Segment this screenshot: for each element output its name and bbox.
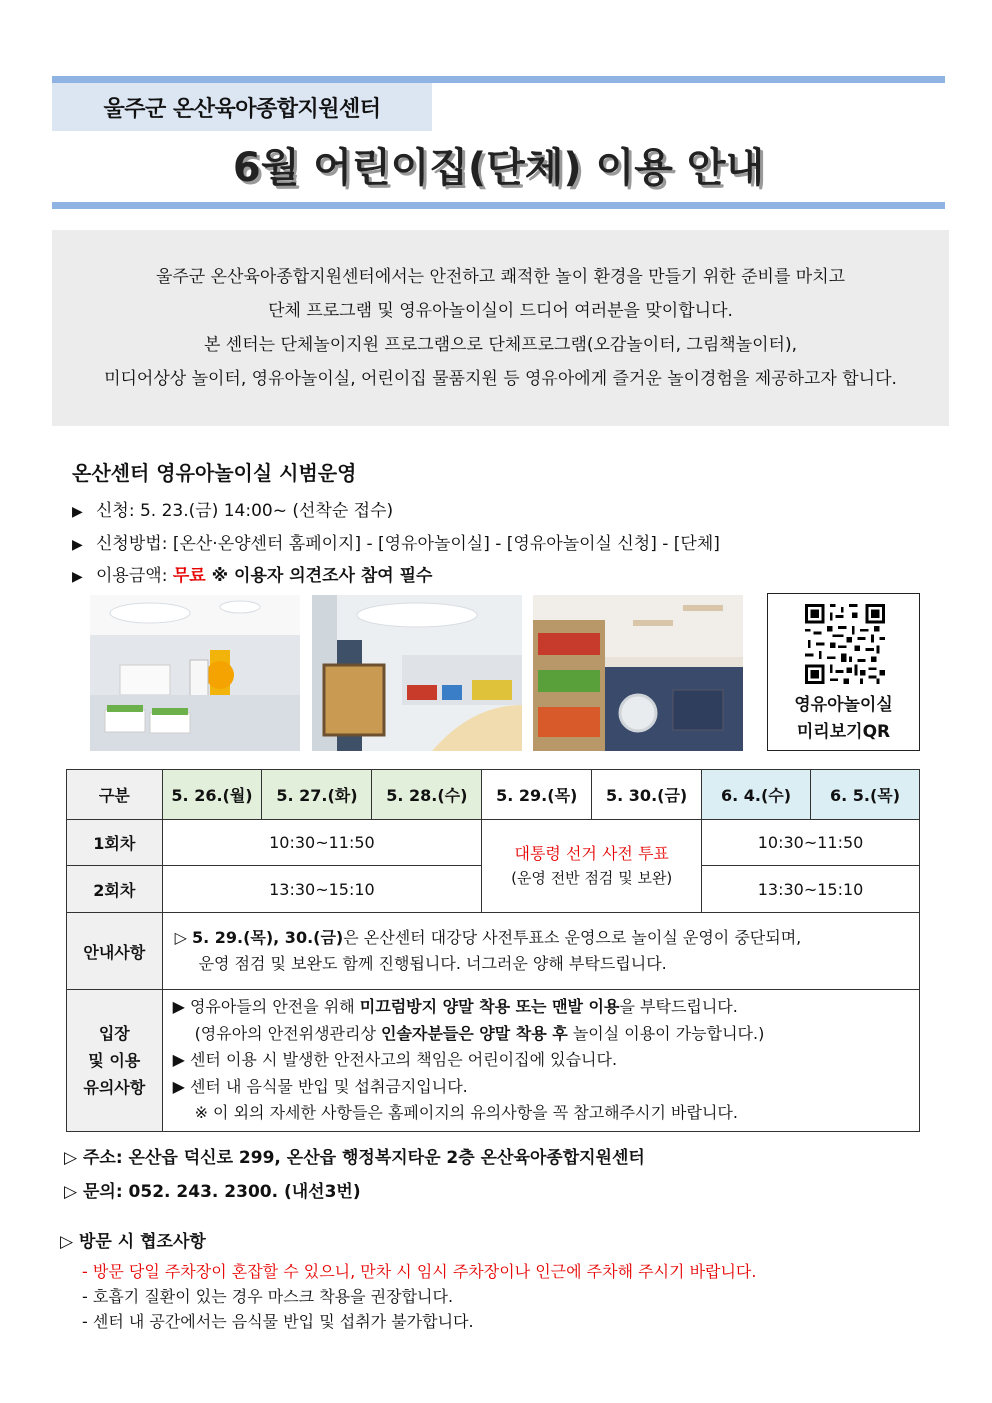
round-label: 1회차 (67, 820, 163, 866)
fee-value: 무료 (172, 566, 206, 586)
notice-cell (162, 913, 919, 990)
playroom-photo-2 (312, 595, 522, 751)
caution-bold: 미끄럼방지 양말 착용 또는 맨발 이용 (359, 997, 620, 1016)
schedule-table (66, 769, 920, 1132)
section-title: 온산센터 영유아놀이실 시범운영 (72, 461, 357, 485)
cooperation-title-line (60, 1227, 206, 1252)
fee-note: ※ 이용자 의견조사 참여 필수 (205, 566, 433, 586)
header-cell: 5. 27.(화) (262, 770, 372, 820)
playroom-photo-1 (90, 595, 300, 751)
qr-code-icon[interactable] (805, 604, 885, 684)
header-cell: 5. 29.(목) (482, 770, 592, 820)
header-cell: 6. 5.(목) (811, 770, 920, 820)
election-cell (482, 820, 702, 913)
intro-box (52, 230, 949, 426)
caution-text: (영유아의 안전위생관리상 (194, 1023, 381, 1043)
fee-label: 이용금액: (96, 566, 173, 586)
playroom-photo-3 (533, 595, 743, 751)
time-cell: 13:30~15:10 (702, 866, 920, 913)
header-cell: 5. 26.(월) (162, 770, 262, 820)
top-accent-bar (52, 76, 945, 83)
method-text: 신청방법: [온산·온양센터 홈페이지] - [영유아놀이실] - [영유아놀이실 신청] - [단체] (96, 534, 720, 554)
header-cell: 구분 (67, 770, 163, 820)
caution-text: 영유아들의 안전을 위해 (189, 997, 360, 1016)
caution-cell (162, 990, 919, 1132)
notice-bold: 5. 29.(목), 30.(금) (191, 928, 344, 947)
org-name-box (52, 83, 432, 131)
cooperation-item: - 방문 당일 주차장이 혼잡할 수 있으니, 만차 시 임시 주차장이나 인근에 주차해 주시기 바랍니다. (82, 1262, 757, 1281)
triangle-bullet-icon: ▶ (172, 1050, 190, 1069)
caution-label (67, 990, 163, 1132)
triangle-bullet-icon: ▶ (72, 569, 83, 585)
hollow-triangle-icon: ▷ (174, 928, 192, 947)
intro-line: 미디어상상 놀이터, 영유아놀이실, 어린이집 물품지원 등 영유아에게 즐거운 놀이경험을 제공하고자 합니다. (104, 369, 897, 389)
table-header-row (67, 770, 920, 820)
table-row (67, 820, 920, 866)
hollow-triangle-icon: ▷ (64, 1148, 83, 1168)
qr-label-line1: 영유아놀이실 (794, 695, 893, 715)
table-row (67, 913, 920, 990)
election-text: 대통령 선거 사전 투표 (514, 844, 669, 863)
qr-preview-box[interactable] (767, 593, 920, 751)
cooperation-title: 방문 시 협조사항 (79, 1232, 206, 1252)
fee-bullet (72, 561, 432, 586)
qr-label-line2: 미리보기QR (796, 722, 891, 742)
caution-label-line: 입장 (98, 1023, 130, 1043)
hollow-triangle-icon: ▷ (60, 1232, 79, 1252)
time-cell: 13:30~15:10 (162, 866, 482, 913)
time-cell: 10:30~11:50 (702, 820, 920, 866)
phone-text: 문의: 052. 243. 2300. (내선3번) (83, 1182, 361, 1202)
caution-text: ※ 이 외의 자세한 사항들은 홈페이지의 유의사항을 꼭 참고해주시기 바랍니다. (194, 1103, 738, 1122)
cooperation-item: - 센터 내 공간에서는 음식물 반입 및 섭취가 불가합니다. (82, 1312, 474, 1331)
header-cell: 6. 4.(수) (702, 770, 811, 820)
election-note: (운영 전반 점검 및 보완) (511, 869, 673, 887)
caution-label-line: 유의사항 (83, 1077, 146, 1097)
caution-text: 센터 내 음식물 반입 및 섭취금지입니다. (189, 1076, 468, 1096)
caution-text: 놀이실 이용이 가능합니다.) (567, 1023, 765, 1043)
time-cell: 10:30~11:50 (162, 820, 482, 866)
cooperation-item: - 호흡기 질환이 있는 경우 마스크 착용을 권장합니다. (82, 1287, 454, 1306)
header-cell: 5. 28.(수) (372, 770, 482, 820)
caution-bold: 인솔자분들은 양말 착용 후 (381, 1023, 568, 1043)
caution-text: 센터 이용 시 발생한 안전사고의 책임은 어린이집에 있습니다. (189, 1050, 618, 1069)
intro-line: 울주군 온산육아종합지원센터에서는 안전하고 쾌적한 놀이 환경을 만들기 위한 준비를 마치고 (155, 267, 846, 287)
phone-line (64, 1177, 361, 1202)
bottom-accent-bar (52, 202, 945, 209)
round-label: 2회차 (67, 866, 163, 913)
caution-text: 을 부탁드립니다. (619, 997, 738, 1016)
hollow-triangle-icon: ▷ (64, 1182, 83, 1202)
notice-text2: 운영 점검 및 보완도 함께 진행됩니다. 너그러운 양해 부탁드립니다. (198, 954, 667, 973)
notice-text: 은 온산센터 대강당 사전투표소 운영으로 놀이실 운영이 중단되며, (343, 928, 802, 947)
address-line (64, 1143, 645, 1168)
apply-text: 신청: 5. 23.(금) 14:00~ (선착순 접수) (96, 501, 394, 521)
qr-label (768, 692, 919, 746)
triangle-bullet-icon: ▶ (72, 504, 83, 520)
apply-bullet (72, 496, 393, 521)
intro-line: 본 센터는 단체놀이지원 프로그램으로 단체프로그램(오감놀이터, 그림책놀이터), (203, 335, 798, 355)
notice-label: 안내사항 (67, 913, 163, 990)
org-name: 울주군 온산육아종합지원센터 (103, 96, 381, 122)
page-title: 6월 어린이집(단체) 이용 안내 (232, 145, 765, 191)
address-text: 주소: 온산읍 덕신로 299, 온산읍 행정복지타운 2층 온산육아종합지원센터 (83, 1148, 645, 1168)
caution-label-line: 및 이용 (88, 1050, 141, 1070)
triangle-bullet-icon: ▶ (72, 537, 83, 553)
table-row (67, 990, 920, 1132)
triangle-bullet-icon: ▶ (172, 997, 190, 1016)
intro-line: 단체 프로그램 및 영유아놀이실이 드디어 여러분을 맞이합니다. (268, 301, 733, 321)
method-bullet (72, 529, 720, 554)
triangle-bullet-icon: ▶ (172, 1076, 190, 1096)
header-cell: 5. 30.(금) (592, 770, 702, 820)
